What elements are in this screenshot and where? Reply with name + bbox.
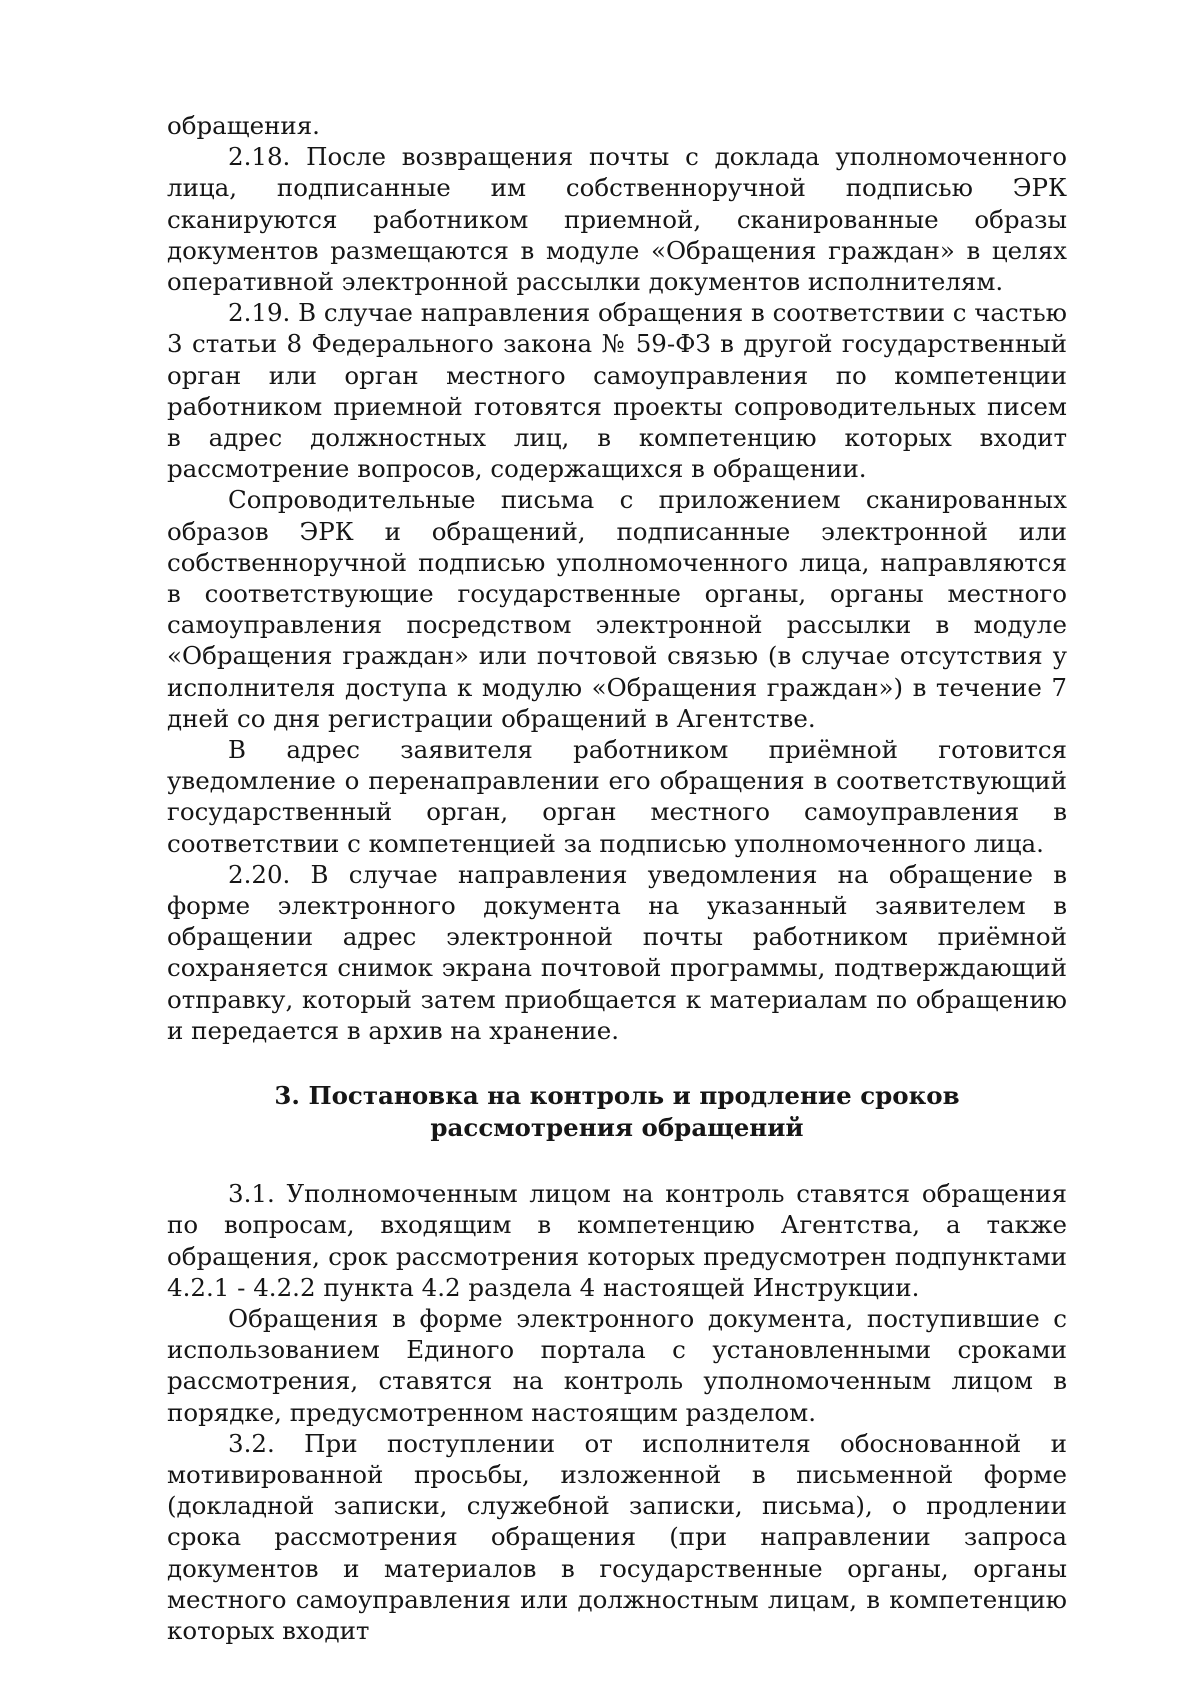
paragraph-2-20: 2.20. В случае направления уведомления на обращение в форме электронного документа на указанный заявителем в обращении адрес электронной почты работником приёмной сохраняется снимок экрана почтовой программы, подтверждающий отправку, который затем приобщается к материалам по обращению и передается в архив на хранение.: [167, 859, 1067, 1045]
section-heading-line-1: 3. Постановка на контроль и продление сроков: [274, 1081, 960, 1111]
paragraph-2-19: 2.19. В случае направления обращения в соответствии с частью 3 статьи 8 Федерального закона № 59-ФЗ в другой государственный орган или орган местного самоуправления по компетенции работником приемной готовятся проекты сопроводительных писем в адрес должностных лиц, в компетенцию которых входит рассмотрение вопросов, содержащихся в обращении.: [167, 298, 1067, 484]
paragraph-electronic-appeals: Обращения в форме электронного документа, поступившие с использованием Единого портала с установленными сроками рассмотрения, ставятся на контроль уполномоченным лицом в порядке, предусмотренном настоящим разделом.: [167, 1303, 1067, 1427]
document-body: [167, 110, 1067, 1646]
section-heading: [167, 1080, 1067, 1144]
paragraph-2-18: 2.18. После возвращения почты с доклада уполномоченного лица, подписанные им собственноручной подписью ЭРК сканируются работником приемной, сканированные образы документов размещаются в модуле «Обращения граждан» в целях оперативной электронной рассылки документов исполнителям.: [167, 142, 1067, 297]
paragraph-cover-letters: Сопроводительные письма с приложением сканированных образов ЭРК и обращений, подписанные электронной или собственноручной подписью уполномоченного лица, направляются в соответствующие государственные органы, органы местного самоуправления посредством электронной рассылки в модуле «Обращения граждан» или почтовой связью (в случае отсутствия у исполнителя доступа к модулю «Обращения граждан») в течение 7 дней со дня регистрации обращений в Агентстве.: [167, 485, 1067, 733]
section-heading-line-2: рассмотрения обращений: [430, 1113, 804, 1143]
paragraph-applicant-notice: В адрес заявителя работником приёмной готовится уведомление о перенаправлении его обращения в соответствующий государственный орган, орган местного самоуправления в соответствии с компетенцией за подписью уполномоченного лица.: [167, 735, 1067, 858]
paragraph-3-2: 3.2. При поступлении от исполнителя обоснованной и мотивированной просьбы, изложенной в письменной форме (докладной записки, служебной записки, письма), о продлении срока рассмотрения обращения (при направлении запроса документов и материалов в государственные органы, органы местного самоуправления или должностным лицам, в компетенцию которых входит: [167, 1428, 1067, 1645]
lead-line: обращения.: [167, 111, 320, 140]
paragraph-3-1: 3.1. Уполномоченным лицом на контроль ставятся обращения по вопросам, входящим в компетенцию Агентства, а также обращения, срок рассмотрения которых предусмотрен подпунктами 4.2.1 - 4.2.2 пункта 4.2 раздела 4 настоящей Инструкции.: [167, 1179, 1067, 1302]
